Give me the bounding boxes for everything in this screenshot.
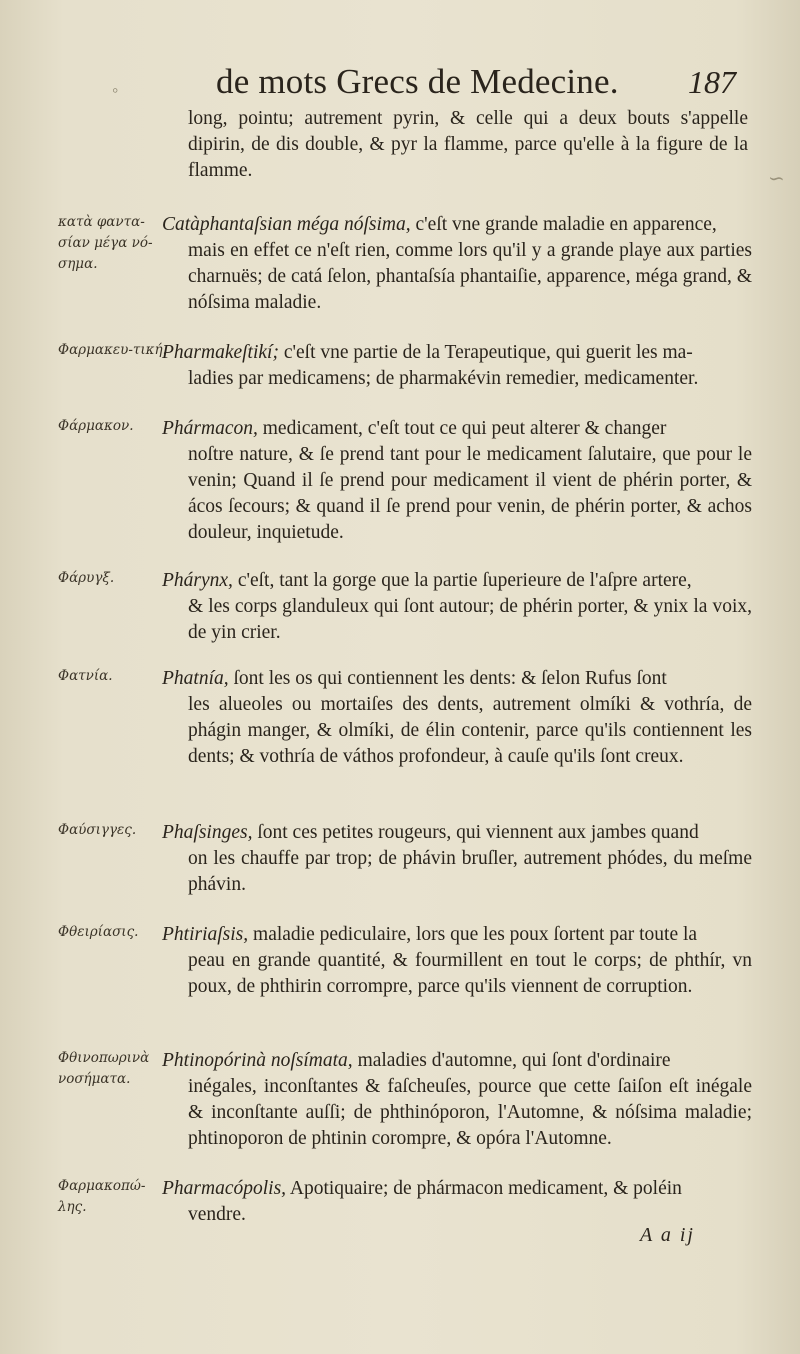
entry-headword: Phtinopórinà noſsímata, (162, 1050, 353, 1071)
greek-term: Φάρυγξ. (58, 570, 115, 586)
continuation-paragraph: long, pointu; autrement pyrin, & celle qui a deux bouts s'appelle dipirin, de dis double, & pyr la flamme, parce qu'elle à la figure de la flamme. (188, 108, 748, 181)
entry-definition-rest: les alueoles ou mortaiſes des dents, autrement olmíki & vothría, de phágin manger, & olmíki, de élin contenir, parce qu'ils contiennent les dents; & vothría de váthos profondeur, à cauſe qu'ils ſont creux. (188, 694, 752, 767)
margin-flourish-icon: ∽ (768, 168, 785, 190)
entry-definition-start: c'eſt, tant la gorge que la partie ſuperieure de l'aſpre artere, (237, 570, 692, 591)
entry-headword: Pharmacópolis, (162, 1178, 287, 1199)
entry-body (162, 416, 752, 546)
entry-headword: Phatnía, (162, 668, 229, 689)
entry-definition-start: medicament, c'eſt tout ce qui peut alterer & changer (262, 418, 667, 439)
entry-headword: Pharmakeſtikí; (162, 342, 279, 363)
running-header (0, 62, 800, 110)
entry-definition-start: maladies d'automne, qui ſont d'ordinaire (357, 1050, 671, 1071)
entry-headword: Phárynx, (162, 570, 233, 591)
signature-mark: A a ij (640, 1224, 695, 1246)
entry-body (162, 922, 752, 1000)
greek-term: Φαύσιγγες. (58, 822, 137, 838)
entry-body (162, 1048, 752, 1152)
page-number: 187 (688, 64, 736, 100)
greek-term: κατὰ φαντα-σίαν μέγα νό-σημα. (58, 214, 153, 272)
entry-body (162, 1176, 752, 1228)
entry-definition-rest: mais en effet ce n'eſt rien, comme lors qu'il y a grande playe aux parties charnuës; de catá ſelon, phantaſsía phantaiſie, apparence, méga grand, & nóſsima maladie. (188, 240, 752, 313)
entry-definition-start: ſont les os qui contiennent les dents: & ſelon Rufus ſont (233, 668, 667, 689)
entry-definition-rest: peau en grande quantité, & fourmillent en tout le corps; de phthír, vn poux, de phthirin corrompre, parce qu'ils viennent de corruption. (188, 950, 752, 997)
greek-term: Φαρμακευ-τική. (58, 342, 167, 358)
entry-body (162, 666, 752, 770)
entry-definition-rest: on les chauffe par trop; de phávin bruſler, autrement phódes, du meſme phávin. (188, 848, 752, 895)
entry-body (162, 212, 752, 316)
entry-definition-start: c'eſt vne partie de la Terapeutique, qui guerit les ma- (283, 342, 693, 363)
entry-headword: Phtiriaſsis, (162, 924, 249, 945)
entry-body (162, 340, 752, 392)
entry-definition-start: ſont ces petites rougeurs, qui viennent aux jambes quand (257, 822, 699, 843)
entry-headword: Phaſsinges, (162, 822, 253, 843)
greek-term: Φθειρίασις. (58, 924, 139, 940)
entry-definition-rest: vendre. (188, 1204, 246, 1225)
entry-definition-rest: inégales, inconſtantes & faſcheuſes, pource que cette ſaiſon eſt inégale & inconſtante auſſi; de phthinóporon, l'Automne, & nóſsima maladie; phtinoporon de phtinin corompre, & opóra l'Automne. (188, 1076, 752, 1149)
entry-headword: Catàphantaſsian méga nóſsima, (162, 214, 411, 235)
entry-definition-rest: ladies par medicamens; de pharmakévin remedier, medicamenter. (188, 368, 699, 389)
greek-term: Φατνία. (58, 668, 113, 684)
greek-term: Φθινοπωρινὰ νοσήματα. (58, 1050, 150, 1087)
page-title: de mots Grecs de Medecine. (216, 62, 619, 101)
entry-body (162, 820, 752, 898)
entry-definition-rest: & les corps glanduleux qui ſont autour; de phérin porter, & ynix la voix, de yin crier. (188, 596, 752, 643)
entry-body (162, 568, 752, 646)
entry-headword: Phármacon, (162, 418, 258, 439)
entry-definition-rest: noſtre nature, & ſe prend tant pour le medicament ſalutaire, que pour le venin; Quand il ſe prend pour medicament il vient de phérin porter, & ácos ſecours; & quand il ſe prend pour venin, de phérin porter, & achos douleur, inquietude. (188, 444, 752, 543)
greek-term: Φαρμακοπώ-λης. (58, 1178, 146, 1215)
entry-definition-start: c'eſt vne grande maladie en apparence, (415, 214, 717, 235)
entry-definition-start: Apotiquaire; de phármacon medicament, & poléin (289, 1178, 682, 1199)
ink-spot-icon: ◦ (112, 80, 119, 100)
greek-term: Φάρμακον. (58, 418, 134, 434)
entry-definition-start: maladie pediculaire, lors que les poux ſortent par toute la (253, 924, 698, 945)
